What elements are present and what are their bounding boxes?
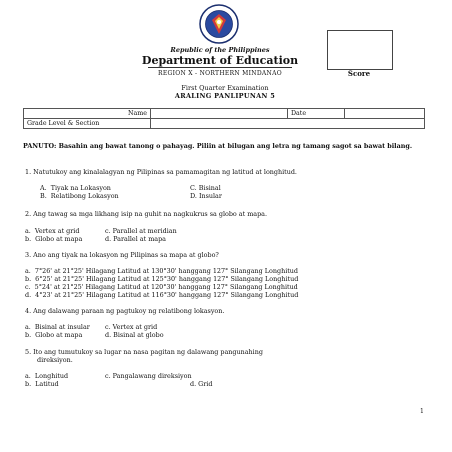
student-info-table	[23, 108, 425, 129]
q3-option-b[interactable]: b. 6°25' at 21°25' Hilagang Latitud at 125°30' hanggang 127° Silangang Longhitud	[25, 275, 299, 283]
score-label: Score	[347, 69, 371, 78]
republic-label: Republic of the Philippines	[170, 46, 270, 54]
q1-option-a[interactable]: A. Tiyak na Lokasyon	[40, 184, 111, 192]
question-5-cont: direksiyon.	[37, 356, 73, 364]
q1-option-c[interactable]: C. Bisinal	[190, 184, 221, 192]
q4-option-c[interactable]: c. Vertex at grid	[105, 323, 158, 331]
q3-option-c[interactable]: c. 5°24' at 21°25' Hilagang Latitud at 120°30' hanggang 127° Silangang Longhitud	[25, 283, 298, 291]
q4-option-b[interactable]: b. Globo at mapa	[25, 331, 83, 339]
q1-option-d[interactable]: D. Insular	[190, 192, 222, 200]
q2-option-a[interactable]: a. Vertex at grid	[25, 227, 80, 235]
q4-option-a[interactable]: a. Bisinal at insular	[25, 323, 90, 331]
q2-option-b[interactable]: b. Globo at mapa	[25, 235, 83, 243]
question-1: 1. Natutukoy ang kinalalagyan ng Pilipinas sa pamamagitan ng latitud at longhitud.	[25, 168, 297, 176]
q3-option-a[interactable]: a. 7°26' at 21°25' Hilagang Latitud at 130°30' hanggang 127° Silangang Longhitud	[25, 267, 299, 275]
question-4: 4. Ang dalawang paraan ng pagtukoy ng relatibong lokasyon.	[25, 307, 225, 315]
q5-option-b[interactable]: b. Latitud	[25, 380, 59, 388]
page-number: 1	[420, 408, 424, 415]
score-box[interactable]	[327, 30, 393, 70]
question-2: 2. Ang tawag sa mga likhang isip na guhit na nagkukrus sa globo at mapa.	[25, 210, 268, 218]
directions: PANUTO: Basahin ang bawat tanong o pahayag. Piliin at bilugan ang letra ng tamang sagot sa bawat bilang.	[23, 142, 413, 150]
grade-label: Grade Level & Section	[24, 119, 151, 129]
question-5: 5. Ito ang tumutukoy sa lugar na nasa pagitan ng dalawang pangunahing	[25, 348, 263, 356]
q5-option-c[interactable]: c. Pangalawang direksiyon	[105, 372, 192, 380]
name-label: Name	[24, 109, 151, 119]
q5-option-d[interactable]: d. Grid	[190, 380, 213, 388]
q5-option-a[interactable]: a. Longhitud	[25, 372, 69, 380]
q3-option-d[interactable]: d. 4°23' at 21°25' Hilagang Latitud at 116°30' hanggang 127° Silangang Longhitud	[25, 291, 299, 299]
subject-title: ARALING PANLIPUNAN 5	[174, 92, 276, 100]
q4-option-d[interactable]: d. Bisinal at globo	[105, 331, 164, 339]
date-field[interactable]	[345, 109, 425, 119]
date-label: Date	[288, 109, 345, 119]
q2-option-c[interactable]: c. Parallel at meridian	[105, 227, 177, 235]
q1-option-b[interactable]: B. Relatibong Lokasyon	[40, 192, 119, 200]
name-field[interactable]	[151, 109, 288, 119]
question-3: 3. Ano ang tiyak na lokasyon ng Pilipinas sa mapa at globo?	[25, 251, 219, 259]
q2-option-d[interactable]: d. Parallel at mapa	[105, 235, 166, 243]
header-divider	[148, 67, 292, 68]
exam-title: First Quarter Examination	[181, 84, 269, 92]
grade-field[interactable]	[151, 119, 425, 129]
region-label: REGION X - NORTHERN MINDANAO	[158, 70, 282, 77]
deped-seal-icon	[199, 4, 239, 44]
department-title: Department of Education	[141, 54, 299, 67]
